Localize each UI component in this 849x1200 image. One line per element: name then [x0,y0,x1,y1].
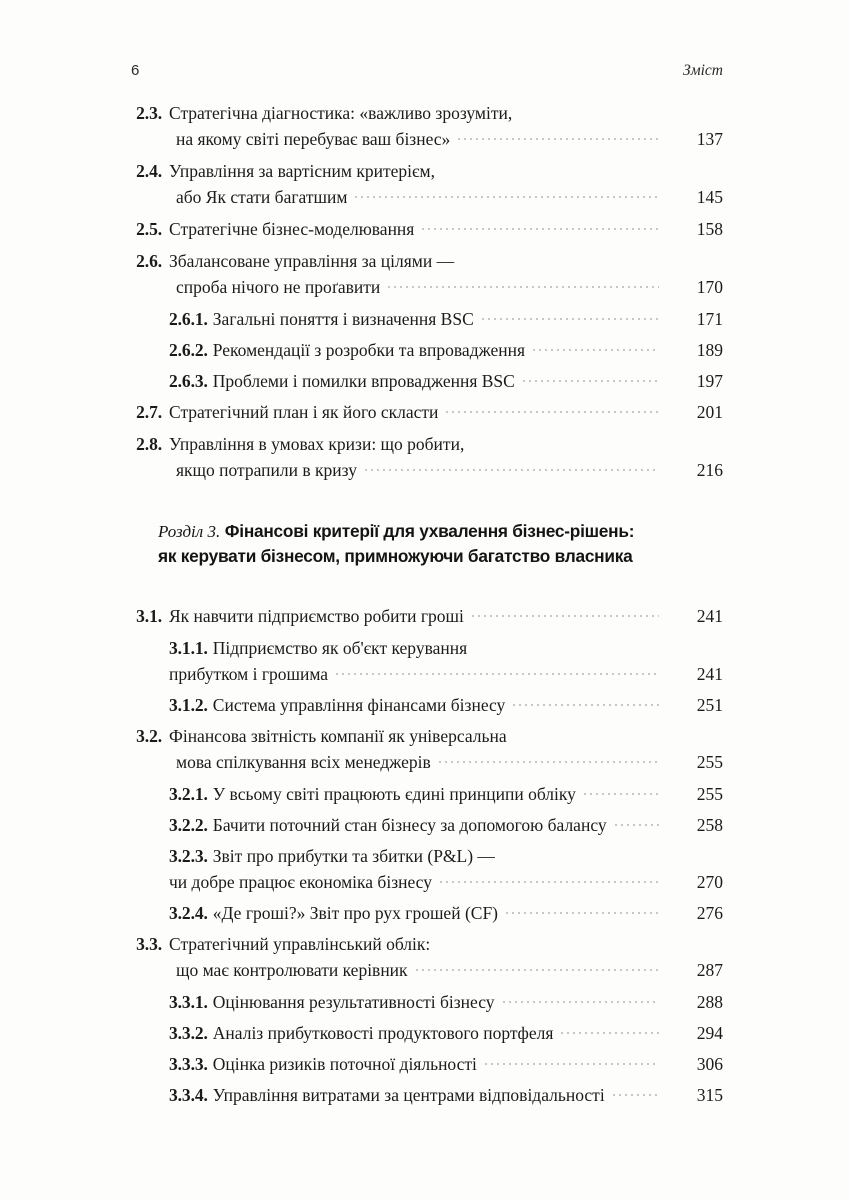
toc-entry-line [131,812,723,838]
page-folio: 6 [131,62,140,79]
toc-entry-page-number: 306 [696,1054,723,1074]
toc-entry-title: Як навчити підприємство робити гроші [169,606,464,626]
dot-leader [523,371,673,387]
toc-entry-title: Рекомендації з розробки та впровадження [212,340,526,360]
toc-entry-title: Звіт про прибутки та збитки (P&L) — [212,846,495,866]
toc-entry-continuation-line [131,126,723,152]
toc-entry-number: 3.1.1. [169,638,208,658]
toc-entry-page-number: 158 [696,219,723,239]
toc-entry-title: Бачити поточний стан бізнесу за допомогою балансу [212,815,607,835]
dot-leader [336,664,673,680]
toc-entry-page-number: 294 [696,1023,723,1043]
toc-entry-title: Підприємство як об'єкт керування [212,638,468,658]
dot-leader [513,695,673,711]
toc-entry-title: Управління витратами за центрами відповідальності [212,1085,605,1105]
dot-leader [416,960,673,976]
toc-entry[interactable] [131,635,723,687]
toc-entry-page-number: 241 [696,664,723,684]
toc-entry-line [131,248,723,274]
toc-entry-title: Стратегічне бізнес-моделювання [169,219,415,239]
chapter-title-line-1: Фінансові критерії для ухвалення бізнес-рішень: [224,521,635,541]
toc-entry-title: Управління в умовах кризи: що робити, [169,434,465,454]
toc-entry-page-number: 251 [696,695,723,715]
toc-entry-continuation-line [131,869,723,895]
toc-entry-page-number: 170 [696,277,723,297]
toc-entry-line [131,368,723,394]
toc-entry[interactable] [131,781,723,807]
toc-entry-page-number: 315 [696,1085,723,1105]
dot-leader [482,309,673,325]
toc-entry-line [131,692,723,718]
dot-leader [355,187,673,203]
toc-entry[interactable] [131,1051,723,1077]
toc-entry-number: 3.2.3. [169,846,208,866]
toc-entry-title-continued: спроба нічого не проґавити [176,277,381,297]
toc-entry-number: 2.6. [136,251,162,271]
toc-entry-number: 2.6.1. [169,309,208,329]
toc-entry-title: У всьому світі працюють єдині принципи обліку [212,784,576,804]
running-head-section-name: Зміст [683,62,723,79]
toc-entry[interactable] [131,431,723,483]
toc-entry-line [131,603,723,629]
toc-entry-line [131,900,723,926]
toc-entry-continuation-line [131,749,723,775]
dot-leader [440,872,673,888]
chapter-heading-3 [131,519,723,569]
toc-entry-continuation-line [131,274,723,300]
toc-entry[interactable] [131,989,723,1015]
toc-entry[interactable] [131,248,723,300]
toc-entry-line [131,843,723,869]
toc-entry-line [131,781,723,807]
dot-leader [365,460,673,476]
toc-entry-line [131,100,723,126]
toc-entry-title: Система управління фінансами бізнесу [212,695,506,715]
toc-entry[interactable] [131,812,723,838]
toc-entry-title: Загальні поняття і визначення BSC [212,309,474,329]
toc-entry-number: 2.7. [136,402,162,422]
toc-entry[interactable] [131,723,723,775]
toc-entry-title-continued: якщо потрапили в кризу [176,460,357,480]
toc-entry-line [131,399,723,425]
toc-entry-number: 3.3.2. [169,1023,208,1043]
toc-entry-continuation-line [131,957,723,983]
toc-entry-continuation-line [131,661,723,687]
dot-leader [584,784,673,800]
toc-entry[interactable] [131,306,723,332]
dot-leader [533,340,673,356]
toc-entry[interactable] [131,368,723,394]
toc-entry-title: Збалансоване управління за цілями — [169,251,455,271]
toc-entry-line [131,931,723,957]
toc-entry-number: 3.3.1. [169,992,208,1012]
toc-entry-title: Проблеми і помилки впровадження BSC [212,371,515,391]
toc-entry[interactable] [131,216,723,242]
toc-entry-page-number: 258 [696,815,723,835]
running-head [131,62,723,80]
toc-entry-line [131,1082,723,1108]
toc-entry-page-number: 255 [696,784,723,804]
toc-entry-number: 3.2. [136,726,162,746]
toc-entry-number: 3.1. [136,606,162,626]
toc-entry-number: 3.2.2. [169,815,208,835]
toc-entry-page-number: 201 [696,402,723,422]
toc-entry[interactable] [131,399,723,425]
toc-group-chapter-3 [131,603,723,1108]
toc-entry-number: 2.8. [136,434,162,454]
toc-entry-page-number: 276 [696,903,723,923]
toc-entry-number: 2.5. [136,219,162,239]
toc-entry-title-continued: на якому світі перебуває ваш бізнес» [176,129,451,149]
toc-entry-title: Стратегічна діагностика: «важливо зрозуміти, [169,103,513,123]
toc-entry-line [131,989,723,1015]
toc-entry-number: 3.2.4. [169,903,208,923]
toc-entry[interactable] [131,843,723,895]
toc-entry-continuation-line [131,457,723,483]
dot-leader [388,277,673,293]
toc-entry-line [131,216,723,242]
toc-entry-page-number: 197 [696,371,723,391]
toc-entry-title: Стратегічний управлінський облік: [169,934,431,954]
toc-entry-page-number: 241 [696,606,723,626]
toc-entry[interactable] [131,931,723,983]
dot-leader [561,1023,673,1039]
toc-entry-line [131,1051,723,1077]
dot-leader [506,903,673,919]
dot-leader [458,129,673,145]
toc-entry-title: Управління за вартісним критерієм, [169,161,435,181]
toc-entry[interactable] [131,158,723,210]
chapter-number-label: Розділ 3. [158,522,221,541]
toc-entry-number: 2.3. [136,103,162,123]
toc-entry[interactable] [131,100,723,152]
toc-entry[interactable] [131,603,723,629]
toc-entry-page-number: 171 [696,309,723,329]
dot-leader [615,815,673,831]
toc-entry-page-number: 287 [696,960,723,980]
toc-entry-title: Оцінка ризиків поточної діяльності [212,1054,477,1074]
toc-entry-page-number: 137 [696,129,723,149]
toc-entry-number: 3.3.4. [169,1085,208,1105]
toc-entry-page-number: 288 [696,992,723,1012]
toc-entry-title: Стратегічний план і як його скласти [169,402,439,422]
toc-entry-page-number: 189 [696,340,723,360]
toc-entry[interactable] [131,1082,723,1108]
toc-entry-title: Аналіз прибутковості продуктового портфеля [212,1023,554,1043]
table-of-contents [131,100,723,1113]
toc-entry-line [131,635,723,661]
toc-entry-line [131,1020,723,1046]
toc-entry-page-number: 216 [696,460,723,480]
toc-entry-continuation-line [131,184,723,210]
toc-entry-line [131,723,723,749]
toc-entry-title-continued: мова спілкування всіх менеджерів [176,752,431,772]
toc-entry-number: 3.3. [136,934,162,954]
dot-leader [439,752,673,768]
toc-entry-number: 2.4. [136,161,162,181]
toc-entry-page-number: 145 [696,187,723,207]
toc-entry-number: 2.6.2. [169,340,208,360]
dot-leader [422,219,673,235]
toc-group-chapter-2 [131,100,723,483]
toc-entry-line [131,306,723,332]
toc-entry[interactable] [131,337,723,363]
chapter-title-line-2: як керувати бізнесом, примножуючи багатство власника [158,546,633,566]
toc-entry[interactable] [131,1020,723,1046]
toc-entry[interactable] [131,692,723,718]
dot-leader [485,1054,673,1070]
toc-entry-line [131,431,723,457]
toc-entry-title-continued: що має контролювати керівник [176,960,408,980]
toc-entry-title: «Де гроші?» Звіт про рух грошей (CF) [212,903,499,923]
toc-entry-title-continued: прибутком і грошима [169,664,329,684]
dot-leader [503,992,673,1008]
toc-entry-title-continued: або Як стати багатшим [176,187,348,207]
toc-entry-number: 3.2.1. [169,784,208,804]
dot-leader [446,402,673,418]
toc-entry-title: Фінансова звітність компанії як універсальна [169,726,507,746]
toc-entry-page-number: 255 [696,752,723,772]
toc-entry-number: 2.6.3. [169,371,208,391]
toc-entry-number: 3.1.2. [169,695,208,715]
chapter-heading-line-1 [158,519,723,544]
toc-entry-title-continued: чи добре працює економіка бізнесу [169,872,432,892]
toc-entry-page-number: 270 [696,872,723,892]
toc-entry[interactable] [131,900,723,926]
toc-entry-number: 3.3.3. [169,1054,208,1074]
toc-entry-line [131,158,723,184]
dot-leader [613,1085,673,1101]
toc-entry-line [131,337,723,363]
dot-leader [472,606,673,622]
toc-entry-title: Оцінювання результативності бізнесу [212,992,495,1012]
